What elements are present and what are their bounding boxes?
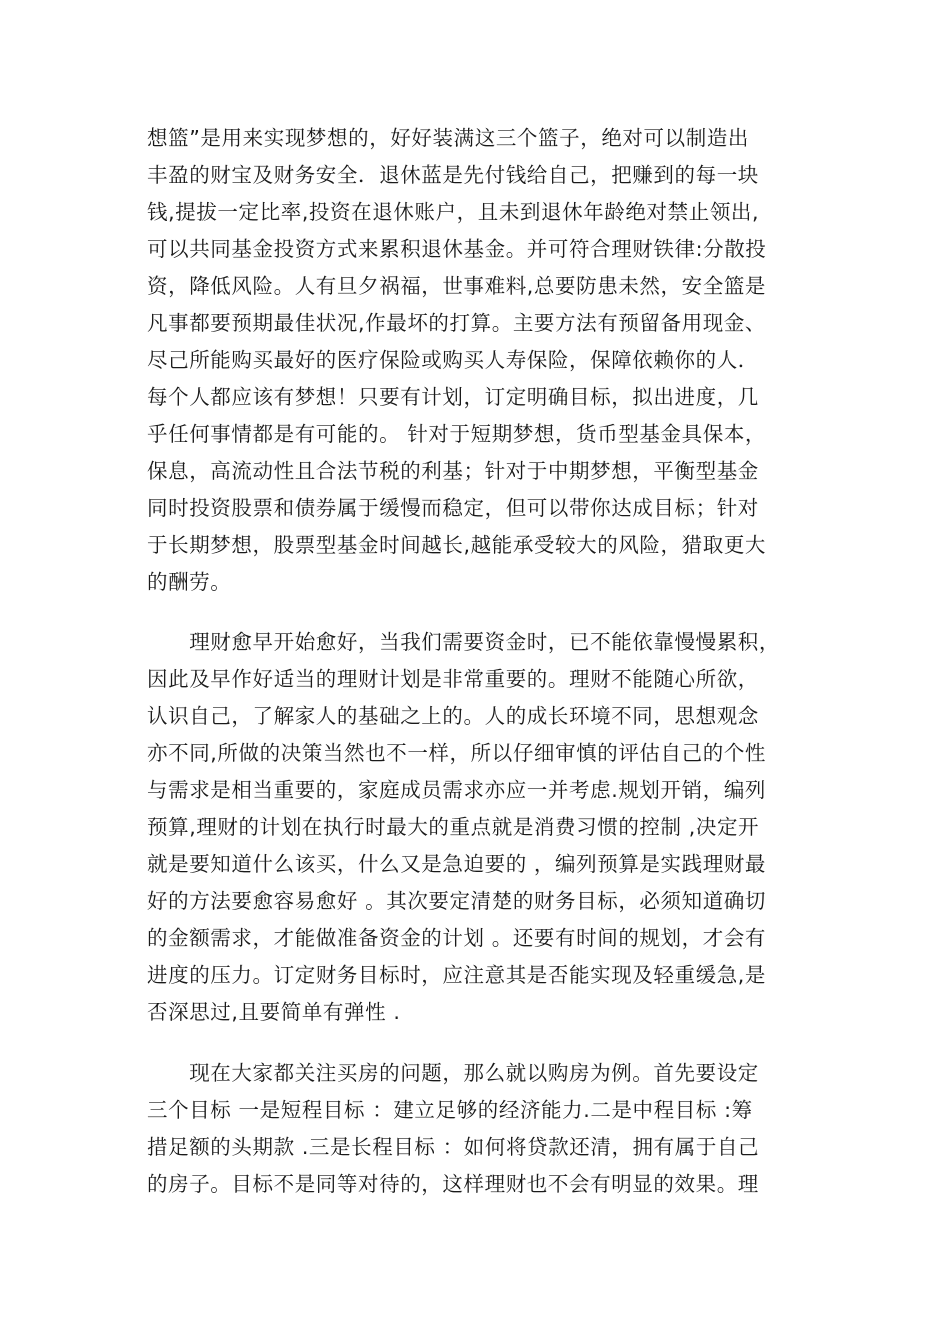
paragraph-1 <box>147 120 817 601</box>
paragraph-3 <box>147 1055 817 1203</box>
text-line: 理财愈早开始愈好，当我们需要资金时，已不能依靠慢慢累积， <box>147 630 780 654</box>
text-line: 每个人都应该有梦想！只要有计划，订定明确目标，拟出进度，几 <box>147 385 759 409</box>
text-line: 想篮”是用来实现梦想的，好好装满这三个篮子，绝对可以制造出 <box>147 126 750 150</box>
text-line: 就是要知道什么该买，什么又是急迫要的 ，编列预算是实践理财最 <box>147 852 767 876</box>
text-line: 三个目标 一是短程目标 ：建立足够的经济能力.二是中程目标 :筹 <box>147 1098 753 1122</box>
text-line: 因此及早作好适当的理财计划是非常重要的。理财不能随心所欲， <box>147 667 759 691</box>
paragraph-2 <box>147 624 817 1031</box>
text-line: 进度的压力。订定财务目标时，应注意其是否能实现及轻重缓急,是 <box>147 963 767 987</box>
text-line: 现在大家都关注买房的问题，那么就以购房为例。首先要设定 <box>147 1061 759 1085</box>
text-line: 的房子。目标不是同等对待的，这样理财也不会有明显的效果。理 <box>147 1172 759 1196</box>
text-line: 钱,提拔一定比率,投资在退休账户，且未到退休年龄绝对禁止领出, <box>147 200 760 224</box>
text-line: 亦不同,所做的决策当然也不一样，所以仔细审慎的评估自己的个性 <box>147 741 767 765</box>
text-line: 的酬劳。 <box>147 570 232 594</box>
text-line: 丰盈的财宝及财务安全．退休蓝是先付钱给自己，把赚到的每一块 <box>147 163 759 187</box>
text-line: 预算,理财的计划在执行时最大的重点就是消费习惯的控制 ,决定开 <box>147 815 760 839</box>
text-line: 的金额需求，才能做准备资金的计划 。还要有时间的规划，才会有 <box>147 926 767 950</box>
text-line: 与需求是相当重要的，家庭成员需求亦应一并考虑.规划开销，编列 <box>147 778 767 802</box>
text-line: 可以共同基金投资方式来累积退休基金。并可符合理财铁律:分散投 <box>147 237 767 261</box>
text-line: 乎任何事情都是有可能的。 针对于短期梦想，货币型基金具保本， <box>147 422 767 446</box>
text-line: 措足额的头期款 .三是长程目标 ：如何将贷款还清，拥有属于自己 <box>147 1135 760 1159</box>
text-line: 于长期梦想，股票型基金时间越长,越能承受较大的风险，猎取更大 <box>147 533 767 557</box>
text-line: 好的方法要愈容易愈好 。其次要定清楚的财务目标，必须知道确切 <box>147 889 767 913</box>
text-line: 同时投资股票和债券属于缓慢而稳定，但可以带你达成目标；针对 <box>147 496 759 520</box>
text-line: 资，降低风险。人有旦夕祸福，世事难料,总要防患未然，安全篮是 <box>147 274 767 298</box>
text-line: 保息，高流动性且合法节税的利基；针对于中期梦想，平衡型基金 <box>147 459 759 483</box>
text-line: 尽己所能购买最好的医疗保险或购买人寿保险，保障依赖你的人． <box>147 348 759 372</box>
text-line: 认识自己，了解家人的基础之上的。人的成长环境不同，思想观念 <box>147 704 759 728</box>
text-line: 凡事都要预期最佳状况,作最坏的打算。主要方法有预留备用现金、 <box>147 311 767 335</box>
text-line: 否深思过,且要简单有弹性 . <box>147 1000 401 1024</box>
